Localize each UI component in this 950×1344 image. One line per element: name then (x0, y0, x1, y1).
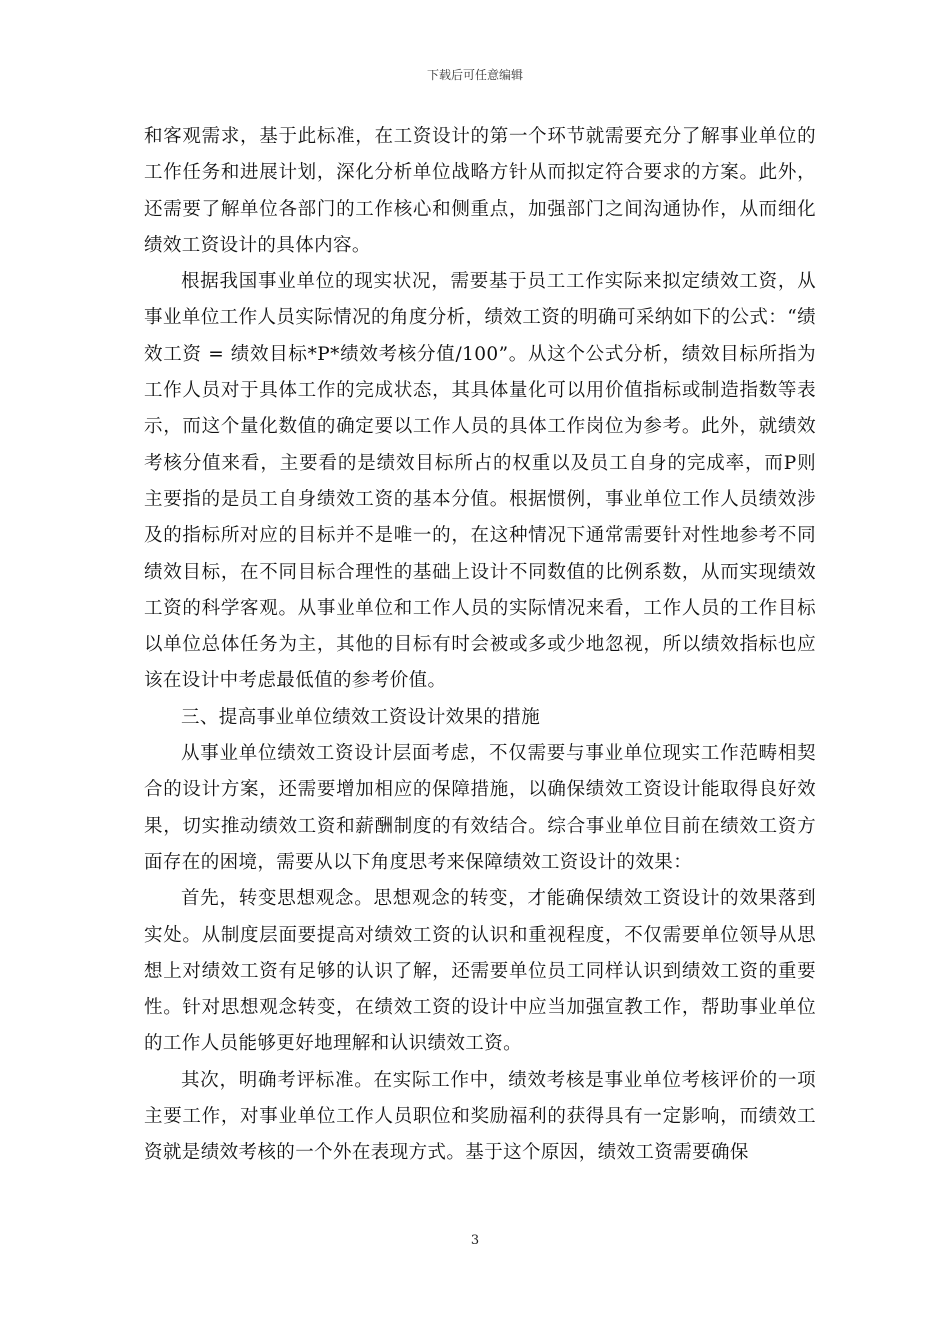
paragraph-continuation: 和客观需求，基于此标准，在工资设计的第一个环节就需要充分了解事业单位的工作任务和进展计划，深化分析单位战略方针从而拟定符合要求的方案。此外，还需要了解单位各部门的工作核心和侧重点，加强部门之间沟通协作，从而细化绩效工资设计的具体内容。 (144, 126, 816, 256)
paragraph-first-measure: 首先，转变思想观念。思想观念的转变，才能确保绩效工资设计的效果落到实处。从制度层面要提高对绩效工资的认识和重视程度，不仅需要单位领导从思想上对绩效工资有足够的认识了解，还需要单位员工同样认识到绩效工资的重要性。针对思想观念转变，在绩效工资的设计中应当加强宣教工作，帮助事业单位的工作人员能够更好地理解和认识绩效工资。 (144, 888, 816, 1055)
page-number: 3 (470, 1233, 480, 1248)
paragraph-formula: 根据我国事业单位的现实状况，需要基于员工工作实际来拟定绩效工资，从事业单位工作人员实际情况的角度分析，绩效工资的明确可采纳如下的公式：“绩效工资 = 绩效目标*P*绩效考核分值/100”。从这个公式分析，绩效目标所指为工作人员对于具体工作的完成状态，其具体量化可以用价值指标或制造指数等表示，而这个量化数值的确定要以工作人员的具体工作岗位为参考。此外，就绩效考核分值来看，主要看的是绩效目标所占的权重以及员工自身的完成率，而P则主要指的是员工自身绩效工资的基本分值。根据惯例，事业单位工作人员绩效涉及的指标所对应的目标并不是唯一的，在这种情况下通常需要针对性地参考不同绩效目标，在不同目标合理性的基础上设计不同数值的比例系数，从而实现绩效工资的科学客观。从事业单位和工作人员的实际情况来看，工作人员的工作目标以单位总体任务为主，其他的目标有时会被或多或少地忽视，所以绩效指标也应该在设计中考虑最低值的参考价值。 (144, 271, 816, 692)
section-heading: 三、提高事业单位绩效工资设计效果的措施 (181, 706, 541, 728)
paragraph-measures-intro: 从事业单位绩效工资设计层面考虑，不仅需要与事业单位现实工作范畴相契合的设计方案，还需要增加相应的保障措施，以确保绩效工资设计能取得良好效果，切实推动绩效工资和薪酬制度的有效结合。综合事业单位目前在绩效工资方面存在的困境，需要从以下角度思考来保障绩效工资设计的效果： (144, 743, 816, 873)
document-body (144, 119, 816, 1172)
page-header: 下载后可任意编辑 (426, 68, 523, 82)
paragraph-second-measure: 其次，明确考评标准。在实际工作中，绩效考核是事业单位考核评价的一项主要工作，对事业单位工作人员职位和奖励福利的获得具有一定影响，而绩效工资就是绩效考核的一个外在表现方式。基于这个原因，绩效工资需要确保 (144, 1069, 816, 1164)
